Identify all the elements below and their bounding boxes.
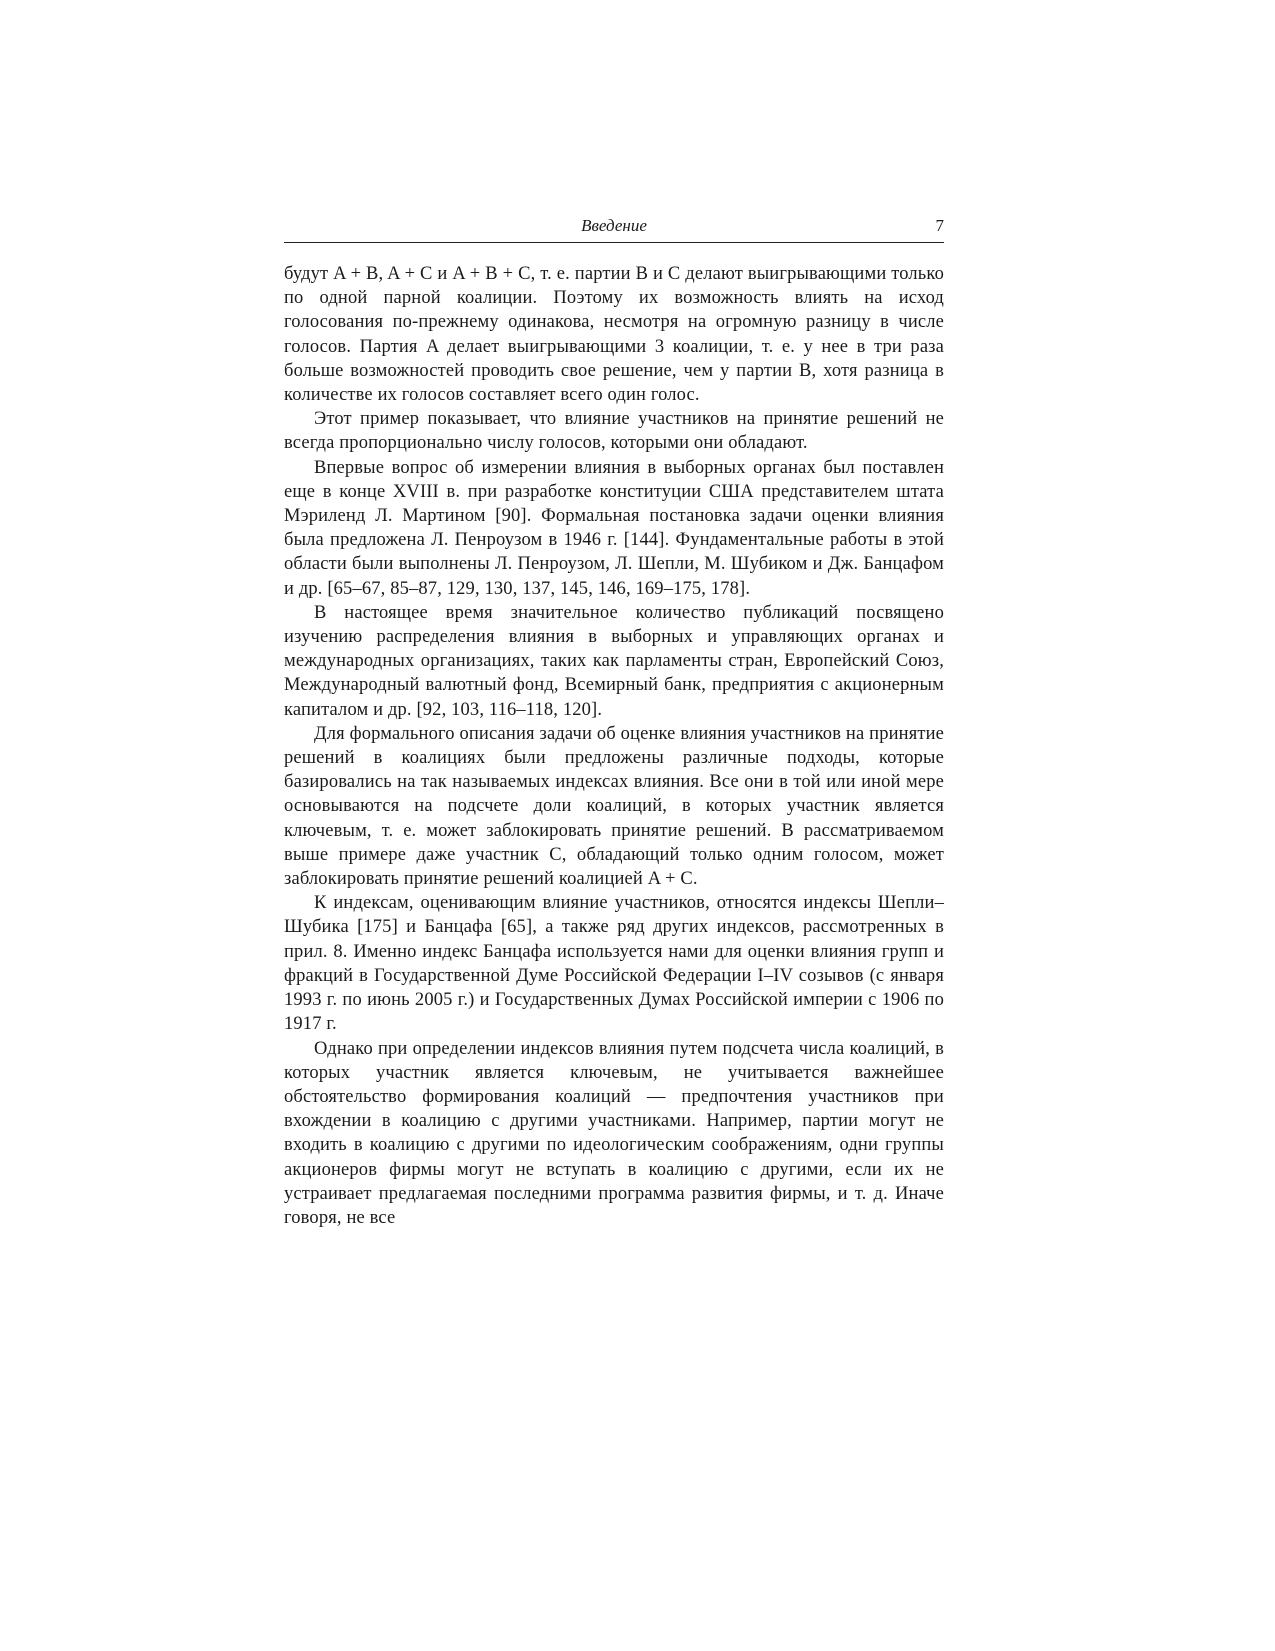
paragraph: Этот пример показывает, что влияние участников на принятие решений не всегда пропорционально числу голосов, которыми они обладают. — [284, 409, 944, 454]
paragraph: Однако при определении индексов влияния путем подсчета числа коалиций, в которых участник является ключевым, не учитывается важнейшее обстоятельство формирования коалиций — предпочтения участников при вхождении в коалицию с другими участниками. Например, партии могут не входить в коалицию с другими по идеологическим соображениям, одни группы акционеров фирмы могут не вступать в коалицию с другими, если их не устраивает предлагаемая последними программа развития фирмы, и т. д. Иначе говоря, не все — [284, 1038, 944, 1228]
paragraph: Впервые вопрос об измерении влияния в выборных органах был поставлен еще в конце XVIII в. при разработке конституции США представителем штата Мэриленд Л. Мартином [90]. Формальная постановка задачи оценки влияния была предложена Л. Пенроузом в 1946 г. [144]. Фундаментальные работы в этой области были выполнены Л. Пенроузом, Л. Шепли, М. Шубиком и Дж. Банцафом и др. [65–67, 85–87, 129, 130, 137, 145, 146, 169–175, 178]. — [284, 457, 944, 599]
paragraph: В настоящее время значительное количество публикаций посвящено изучению распределения влияния в выборных и управляющих органах и международных организациях, таких как парламенты стран, Европейский Союз, Международный валютный фонд, Всемирный банк, предприятия с акционерным капиталом и др. [92, 103, 116–118, 120]. — [284, 602, 944, 720]
body-text — [284, 262, 944, 1230]
paragraph: К индексам, оценивающим влияние участников, относятся индексы Шепли–Шубика [175] и Банцафа [65], а также ряд других индексов, рассмотренных в прил. 8. Именно индекс Банцафа используется нами для оценки влияния групп и фракций в Государственной Думе Российской Федерации I–IV созывов (с января 1993 г. по июнь 2005 г.) и Государственных Думах Российской империи с 1906 по 1917 г. — [284, 893, 944, 1035]
running-head — [284, 216, 944, 243]
paragraph: будут A + B, A + C и A + B + C, т. е. партии B и C делают выигрывающими только по одной парной коалиции. Поэтому их возможность влиять на исход голосования по-прежнему одинакова, несмотря на огромную разницу в числе голосов. Партия A делает выигрывающими 3 коалиции, т. е. у нее в три раза больше возможностей проводить свое решение, чем у партии B, хотя разница в количестве их голосов составляет всего один голос. — [284, 264, 944, 406]
paragraph: Для формального описания задачи об оценке влияния участников на принятие решений в коалициях были предложены различные подходы, которые базировались на так называемых индексах влияния. Все они в той или иной мере основываются на подсчете доли коалиций, в которых участник является ключевым, т. е. может заблокировать принятие решений. В рассматриваемом выше примере даже участник C, обладающий только одним голосом, может заблокировать принятие решений коалицией A + C. — [284, 723, 944, 890]
running-title: Введение — [581, 216, 647, 235]
page-number: 7 — [935, 216, 944, 235]
